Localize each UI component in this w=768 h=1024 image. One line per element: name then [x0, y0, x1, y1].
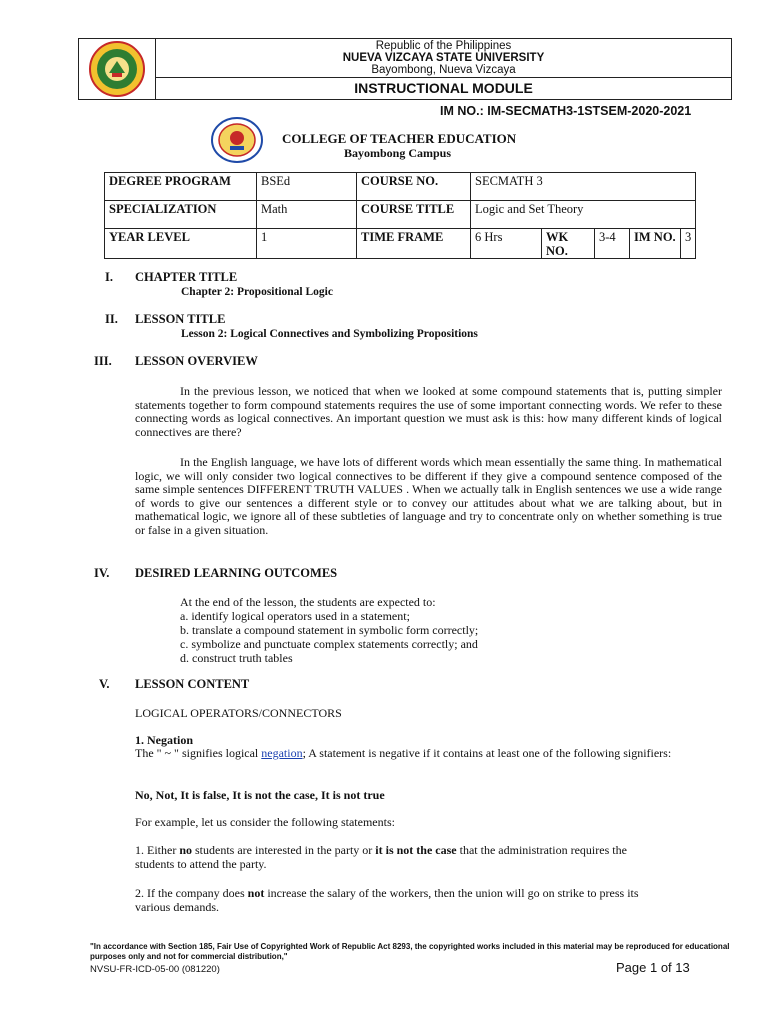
- section-number: II.: [105, 312, 118, 326]
- im-no-label: IM NO.: [630, 229, 681, 259]
- year-level-label: YEAR LEVEL: [105, 229, 257, 259]
- outcome-item: c. symbolize and punctuate complex statements correctly; and: [180, 637, 478, 651]
- section-number: III.: [94, 354, 112, 368]
- time-frame-value: 6 Hrs: [471, 229, 542, 259]
- negation-definition: [135, 747, 722, 761]
- university-seal-icon: [79, 39, 155, 99]
- university-logo-cell: [78, 38, 156, 100]
- ex2-part: increase the salary of the workers, then the union will go on strike to press its: [264, 886, 639, 900]
- ex1-emphasis: no: [179, 843, 193, 857]
- form-code: NVSU-FR-ICD-05-00 (081220): [90, 964, 220, 975]
- outcomes-intro: At the end of the lesson, the students are expected to:: [180, 595, 436, 609]
- outcome-item: d. construct truth tables: [180, 651, 293, 665]
- example-2-line-1: [135, 886, 639, 900]
- ex2-emphasis: not: [247, 886, 265, 900]
- section-number: IV.: [94, 566, 110, 580]
- operators-heading: LOGICAL OPERATORS/CONNECTORS: [135, 706, 342, 720]
- section-heading: LESSON OVERVIEW: [135, 354, 258, 368]
- overview-paragraph-1: In the previous lesson, we noticed that when we looked at some compound statements that is, putting simpler statements together to form compound statements requires the use of some important connecting words. We refer to these connecting words as logical connectives. An important question we must ask is this: how many different kinds of logical connectives are there?: [135, 384, 722, 439]
- example-2-line-2: various demands.: [135, 900, 219, 914]
- time-frame-label: TIME FRAME: [357, 229, 471, 259]
- section-heading: LESSON CONTENT: [135, 677, 250, 691]
- lesson-title-text: Lesson 2: Logical Connectives and Symbolizing Propositions: [181, 328, 478, 340]
- negation-text-post: ; A statement is negative if it contains at least one of the following signifiers:: [302, 746, 672, 760]
- college-block: [210, 116, 730, 168]
- section-heading: LESSON TITLE: [135, 312, 226, 326]
- copyright-note: "In accordance with Section 185, Fair Use of Copyrighted Work of Republic Act 8293, the copyrighted works included in this material may be reproduced for educational purposes only and not for commercial distribution,": [90, 942, 730, 961]
- outcome-item: a. identify logical operators used in a statement;: [180, 609, 410, 623]
- degree-program-value: BSEd: [257, 173, 357, 201]
- document-header: [78, 38, 732, 100]
- course-title-value: Logic and Set Theory: [471, 201, 696, 229]
- section-heading: CHAPTER TITLE: [135, 270, 238, 284]
- wk-no-value: 3-4: [595, 229, 630, 259]
- section-number: V.: [99, 677, 110, 691]
- overview-paragraph-2: In the English language, we have lots of different words which mean essentially the same thing. In mathematical logic, we will only consider two logical connectives to be different if they give a compound sentence composed of the same simple sentences DIFFERENT TRUTH VALUES . When we actually talk in English sentences we use a wide range of words to give our sentences a different style or to convey our attitudes about what we are talking about, but in mathematical logic, we ignore all of these subtleties of language and try to concentrate only on whether something is true or false in a given situation.: [135, 455, 722, 537]
- example-1-line-2: students to attend the party.: [135, 857, 267, 871]
- specialization-value: Math: [257, 201, 357, 229]
- specialization-label: SPECIALIZATION: [105, 201, 257, 229]
- im-no-value: 3: [681, 229, 696, 259]
- course-no-label: COURSE NO.: [357, 173, 471, 201]
- ex1-part: 1. Either: [135, 843, 180, 857]
- header-institution: [156, 38, 732, 78]
- section-number: I.: [105, 270, 113, 284]
- negation-title: 1. Negation: [135, 733, 193, 747]
- module-title: INSTRUCTIONAL MODULE: [156, 78, 732, 100]
- course-info-table: [104, 172, 696, 259]
- chapter-title-text: Chapter 2: Propositional Logic: [181, 286, 333, 298]
- negation-link[interactable]: negation: [261, 746, 303, 760]
- ex2-part: 2. If the company does: [135, 886, 248, 900]
- college-seal-icon: [210, 116, 264, 164]
- page-number: Page 1 of 13: [616, 960, 690, 975]
- ex1-part: that the administration requires the: [456, 843, 627, 857]
- section-heading: DESIRED LEARNING OUTCOMES: [135, 566, 338, 580]
- wk-no-label: WK NO.: [542, 229, 595, 259]
- outcome-item: b. translate a compound statement in symbolic form correctly;: [180, 623, 479, 637]
- university-name: NUEVA VIZCAYA STATE UNIVERSITY: [342, 52, 545, 64]
- year-level-value: 1: [257, 229, 357, 259]
- negation-text-pre: The " ~ " signifies logical: [135, 746, 262, 760]
- example-1-line-1: [135, 843, 627, 857]
- degree-program-label: DEGREE PROGRAM: [105, 173, 257, 201]
- ex1-emphasis: it is not the case: [375, 843, 457, 857]
- republic-line: Republic of the Philippines: [375, 40, 512, 52]
- negation-signifiers: No, Not, It is false, It is not the case, It is not true: [135, 788, 385, 802]
- college-name: COLLEGE OF TEACHER EDUCATION: [282, 131, 517, 146]
- college-campus: Bayombong Campus: [344, 146, 452, 160]
- im-number: IM NO.: IM-SECMATH3-1STSEM-2020-2021: [440, 104, 692, 118]
- university-address: Bayombong, Nueva Vizcaya: [371, 64, 516, 76]
- ex1-part: students are interested in the party or: [192, 843, 376, 857]
- course-no-value: SECMATH 3: [471, 173, 696, 201]
- course-title-label: COURSE TITLE: [357, 201, 471, 229]
- example-intro: For example, let us consider the following statements:: [135, 815, 395, 829]
